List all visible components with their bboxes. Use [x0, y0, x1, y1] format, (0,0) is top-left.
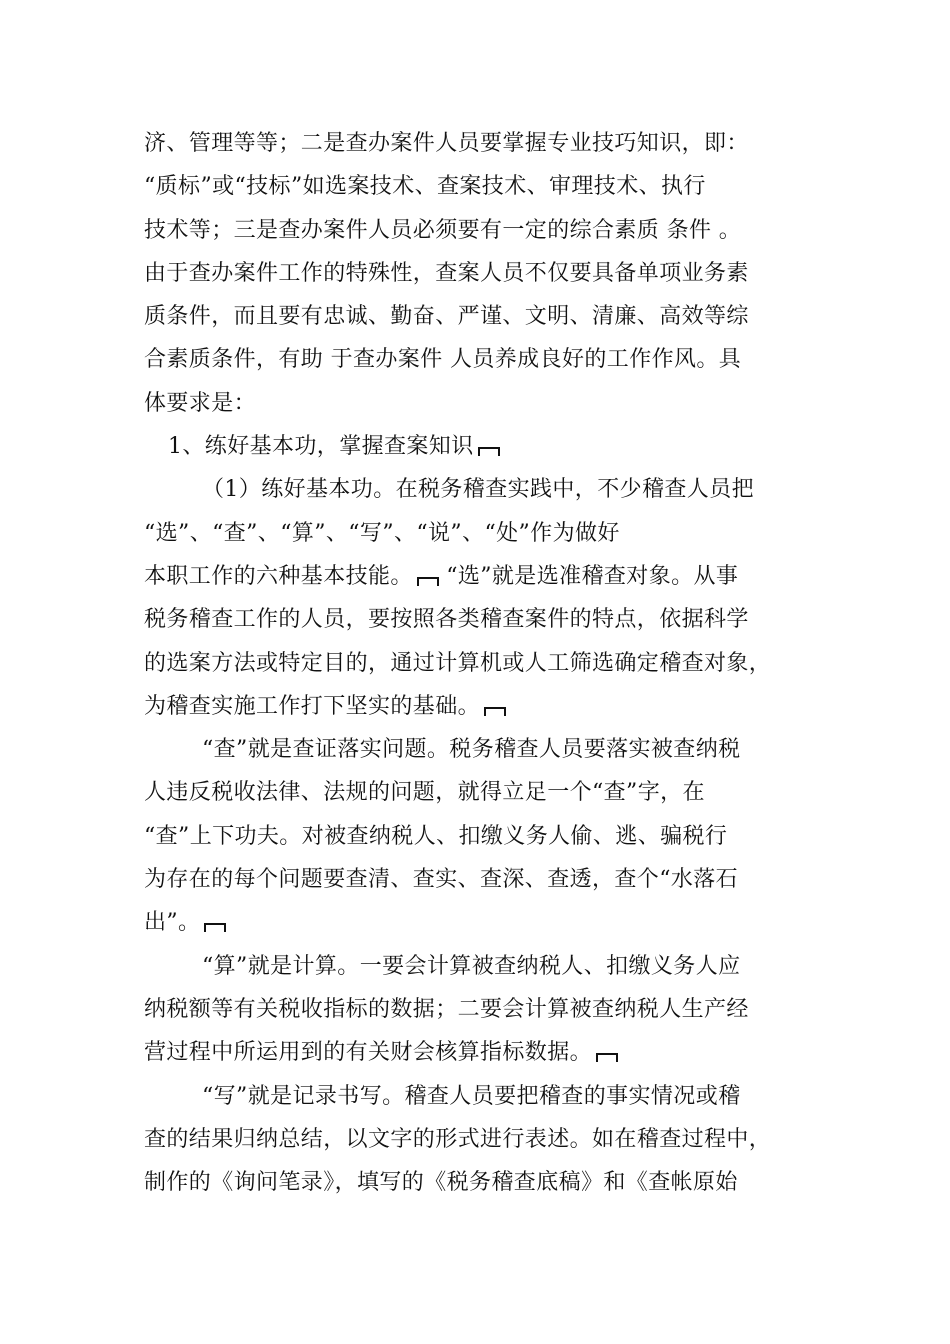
- text-line: [144, 165, 814, 208]
- line-text: 济、管理等等；二是查办案件人员要掌握专业技巧知识，即：: [144, 131, 749, 156]
- text-line: [144, 858, 814, 901]
- line-text: 技术等；三是查办案件人员必须要有一定的综合素质 条件 。: [144, 217, 742, 243]
- text-line: [144, 468, 814, 511]
- text-line: [144, 815, 814, 858]
- text-line: [144, 1075, 814, 1118]
- text-line: [144, 295, 814, 338]
- body-text: [144, 122, 814, 1204]
- line-text: “查”上下功夫。对被查纳税人、扣缴义务人偷、逃、骗税行: [144, 823, 728, 849]
- text-line: [144, 771, 814, 814]
- line-text: “质标”或“技标”如选案技术、查案技术、审理技术、执行: [144, 174, 706, 200]
- line-text: 税务稽查工作的人员，要按照各类稽查案件的特点，依据科学: [144, 607, 749, 633]
- text-line: [144, 1161, 814, 1204]
- text-line: [144, 598, 814, 641]
- text-line: [144, 1118, 814, 1161]
- line-text: 1、练好基本功，掌握查案知识: [168, 434, 474, 460]
- text-line: [144, 1031, 814, 1074]
- text-line: [144, 338, 814, 381]
- text-line: [144, 945, 814, 988]
- line-text: “选”、“查”、“算”、“写”、“说”、“处”作为做好: [144, 520, 620, 546]
- line-text: 营过程中所运用到的有关财会核算指标数据。: [144, 1040, 593, 1066]
- text-line: [144, 252, 814, 295]
- paragraph-mark-icon: [417, 577, 439, 586]
- paragraph-mark-icon: [596, 1053, 618, 1062]
- line-text: 为稽查实施工作打下坚实的基础。: [144, 693, 481, 719]
- line-text: 查的结果归纳总结，以文字的形式进行表述。如在稽查过程中，: [144, 1126, 772, 1152]
- text-line: [144, 685, 814, 728]
- text-line: [144, 642, 814, 685]
- text-line: [144, 901, 814, 944]
- line-text: 合素质条件，有助 于查办案件 人员养成良好的工作作风。具: [144, 347, 742, 373]
- line-text: “查”就是查证落实问题。税务稽查人员要落实被查纳税: [202, 737, 741, 763]
- line-text: 质条件，而且要有忠诚、勤奋、严谨、文明、清廉、高效等综: [144, 304, 749, 330]
- line-text: 为存在的每个问题要查清、查实、查深、查透，查个“水落石: [144, 867, 739, 893]
- text-line: [144, 382, 814, 425]
- line-text: 人违反税收法律、法规的问题，就得立足一个“查”字，在: [144, 780, 705, 806]
- text-line: [144, 425, 814, 468]
- line-text: 体要求是：: [144, 390, 257, 416]
- line-text: 出”。: [144, 910, 201, 936]
- text-line: [144, 555, 814, 598]
- text-line: [144, 728, 814, 771]
- line-text: “写”就是记录书写。稽查人员要把稽查的事实情况或稽: [202, 1083, 741, 1109]
- line-text: 的选案方法或特定目的，通过计算机或人工筛选确定稽查对象，: [144, 650, 772, 676]
- line-text: 由于查办案件工作的特殊性，查案人员不仅要具备单项业务素: [144, 260, 749, 286]
- line-text: 纳税额等有关税收指标的数据；二要会计算被查纳税人生产经: [144, 996, 749, 1022]
- line-text: 本职工作的六种基本技能。: [144, 563, 413, 589]
- line-text: （1）练好基本功。在税务稽查实践中，不少稽查人员把: [202, 477, 754, 503]
- line-text-tail: “选”就是选准稽查对象。从事: [438, 563, 739, 589]
- text-line: [144, 122, 814, 165]
- text-line: [144, 988, 814, 1031]
- text-line: [144, 512, 814, 555]
- paragraph-mark-icon: [484, 707, 506, 716]
- line-text: “算”就是计算。一要会计算被查纳税人、扣缴义务人应: [202, 953, 741, 979]
- paragraph-mark-icon: [204, 923, 226, 932]
- paragraph-mark-icon: [478, 447, 500, 456]
- line-text: 制作的《询问笔录》，填写的《税务稽查底稿》和《查帐原始: [144, 1170, 738, 1196]
- text-line: [144, 209, 814, 252]
